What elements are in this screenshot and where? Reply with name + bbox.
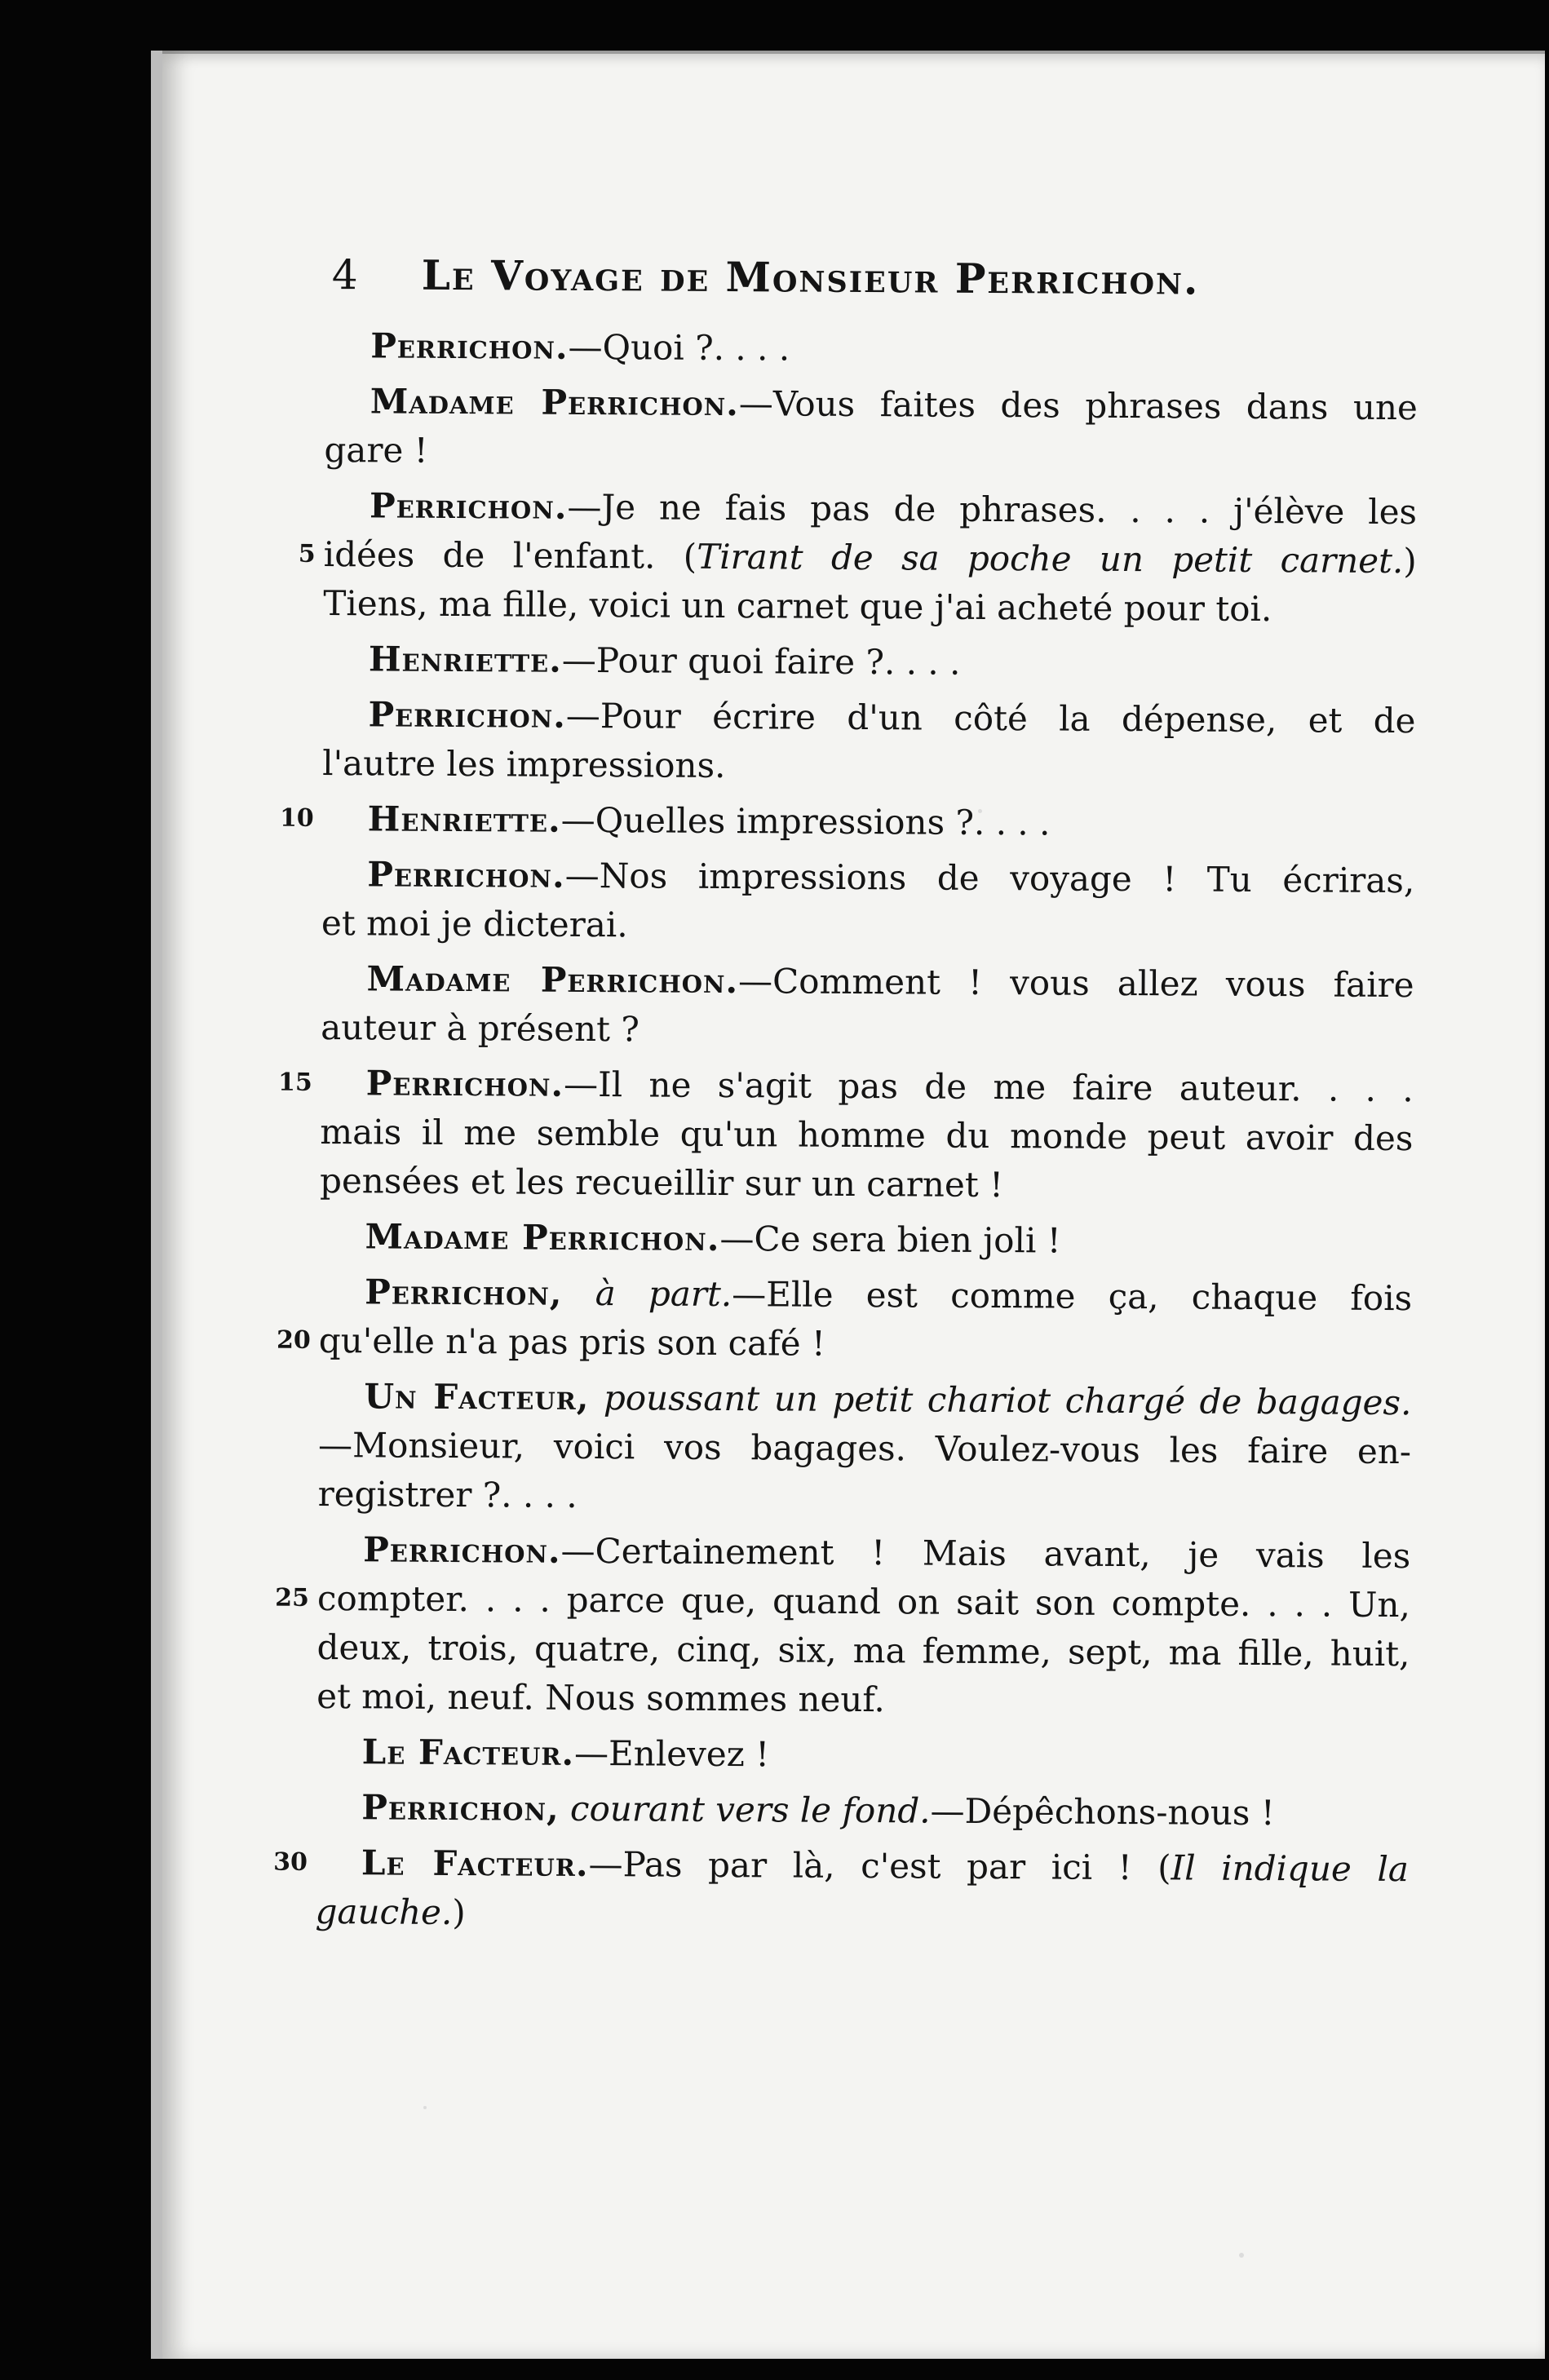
running-title: Le Voyage de Monsieur Perrichon. <box>421 250 1200 304</box>
dialogue-text: —Pour écrire d'un côté la dépense, et de <box>565 695 1416 741</box>
dialogue-text: —Monsieur, voici vos bagages. Voulez-vous les faire en- <box>317 1424 1412 1472</box>
text-line <box>316 1623 1410 1679</box>
line-number: 15 <box>277 1068 312 1097</box>
text-line <box>316 1727 1410 1783</box>
line-number: 10 <box>279 803 314 833</box>
line-number: 5 <box>298 539 316 568</box>
speaker-name: Perrichon. <box>365 1063 564 1104</box>
dialogue-text: —Dépêchons-nous ! <box>930 1790 1275 1834</box>
dialogue-text <box>560 1789 571 1829</box>
dialogue-text: et moi, neuf. Nous sommes neuf. <box>316 1675 885 1720</box>
speaker-name: Madame Perrichon. <box>370 381 739 424</box>
speaker-name: Le Facteur. <box>361 1732 575 1773</box>
text-line <box>315 1887 1408 1943</box>
text-line <box>318 1470 1411 1525</box>
speaker-name: Henriette. <box>368 639 563 680</box>
text-line <box>319 1212 1412 1267</box>
stage-direction: poussant un petit chariot chargé de bagages. <box>603 1378 1412 1423</box>
dialogue-text: pensées et les recueillir sur un carnet ! <box>319 1160 1004 1205</box>
text-line <box>323 635 1416 690</box>
dialogue-text: l'autre les impressions. <box>322 742 726 786</box>
dialogue-text <box>589 1378 604 1418</box>
text-line <box>324 481 1417 537</box>
dialogue-text: gare ! <box>324 429 428 471</box>
speaker-name: Perrichon. <box>368 694 566 736</box>
stage-direction: Il indique la <box>1171 1847 1410 1890</box>
dialogue-text: —Vous faites des phrases dans une <box>738 383 1418 428</box>
text-line <box>277 1059 1414 1114</box>
dialogue-text: —Nos impressions de voyage ! Tu écriras, <box>564 855 1415 901</box>
dialogue-text: —Comment ! vous allez vous faire <box>737 961 1414 1006</box>
running-head <box>332 250 1418 305</box>
text-line <box>275 1574 1411 1630</box>
text-block <box>273 250 1418 1943</box>
text-line <box>320 1108 1413 1163</box>
text-line <box>321 1003 1414 1059</box>
text-line <box>323 579 1416 635</box>
dialogue-text: ) <box>1403 541 1417 582</box>
text-line <box>325 321 1418 377</box>
line-number: 30 <box>273 1847 308 1877</box>
stage-direction: gauche. <box>315 1891 453 1932</box>
dialogue-text: —Enlevez ! <box>573 1732 770 1775</box>
dialogue-text: —Je ne fais pas de phrases. . . . j'élève les <box>567 486 1418 533</box>
dialogue-text: registrer ?. . . . <box>317 1473 578 1515</box>
dialogue-text: —Elle est comme ça, chaque fois <box>732 1274 1413 1319</box>
text-line <box>320 1157 1413 1212</box>
text-line <box>322 690 1415 745</box>
text-line <box>298 530 1417 586</box>
play-text <box>273 321 1418 1943</box>
dialogue-text: —Il ne s'agit pas de me faire auteur. . . . <box>563 1064 1414 1110</box>
dialogue-text: idées de l'enfant. ( <box>323 533 697 577</box>
dialogue-text: —Ce sera bien joli ! <box>719 1218 1061 1261</box>
speaker-name: Perrichon. <box>363 1529 561 1571</box>
dialogue-text: —Quoi ?. . . . <box>568 326 790 369</box>
page-number: 4 <box>331 251 359 299</box>
text-line <box>321 850 1414 905</box>
dialogue-text: —Pas par là, c'est par ici ! ( <box>588 1844 1171 1888</box>
stage-direction: courant vers le fond. <box>569 1788 931 1831</box>
text-line <box>319 1267 1412 1323</box>
text-line <box>316 1672 1410 1727</box>
text-line <box>322 739 1415 794</box>
dialogue-text: deux, trois, quatre, cinq, six, ma femme, sept, ma fille, huit, <box>316 1626 1410 1674</box>
speaker-name: Perrichon. <box>369 485 568 527</box>
text-line <box>321 899 1414 954</box>
text-line <box>324 426 1417 481</box>
dialogue-text: —Certainement ! Mais avant, je vais les <box>560 1530 1411 1577</box>
speaker-name: Le Facteur. <box>361 1843 589 1885</box>
line-number: 25 <box>275 1583 310 1612</box>
speaker-name: Madame Perrichon. <box>366 958 739 1002</box>
dialogue-text: mais il me semble qu'un homme du monde peut avoir des <box>320 1111 1414 1159</box>
text-line <box>273 1838 1410 1894</box>
dialogue-text: auteur à présent ? <box>321 1006 640 1050</box>
speaker-name: Un Facteur, <box>364 1376 590 1418</box>
speaker-name: Perrichon, <box>361 1787 560 1829</box>
dialogue-text: —Quelles impressions ?. . . . <box>560 799 1051 843</box>
dialogue-text: —Pour quoi faire ?. . . . <box>561 639 961 683</box>
text-line <box>317 1525 1410 1581</box>
text-line <box>318 1372 1411 1427</box>
dialogue-text: Tiens, ma fille, voici un carnet que j'ai acheté pour toi. <box>323 582 1272 630</box>
text-line <box>321 954 1414 1010</box>
speaker-name: Henriette. <box>367 798 561 840</box>
text-line <box>325 377 1418 432</box>
text-line <box>279 794 1415 850</box>
speaker-name: Madame Perrichon. <box>365 1216 720 1259</box>
dialogue-text: compter. . . . parce que, quand on sait son compte. . . . Un, <box>316 1577 1411 1626</box>
speaker-name: Perrichon. <box>367 854 565 896</box>
book-page <box>151 51 1545 2359</box>
dialogue-text <box>562 1273 595 1313</box>
line-number: 20 <box>276 1325 311 1355</box>
dialogue-text: ) <box>452 1891 466 1933</box>
text-line <box>316 1783 1409 1838</box>
dialogue-text: et moi je dicterai. <box>321 902 628 945</box>
speaker-name: Perrichon. <box>370 325 569 367</box>
text-line <box>276 1316 1412 1372</box>
stage-direction: Tirant de sa poche un petit carnet. <box>697 536 1404 582</box>
speaker-name: Perrichon, <box>365 1272 563 1313</box>
dialogue-text: qu'elle n'a pas pris son café ! <box>318 1320 825 1364</box>
stage-direction: à part. <box>595 1273 732 1315</box>
text-line <box>318 1421 1411 1476</box>
